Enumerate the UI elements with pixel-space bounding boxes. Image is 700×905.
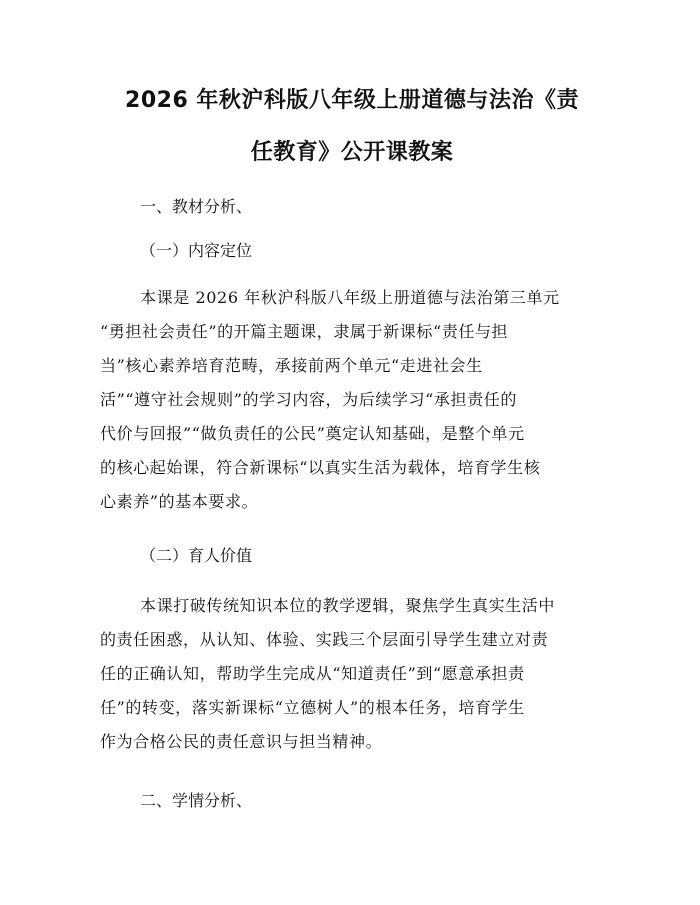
paragraph-line: 活”“遵守社会规则”的学习内容，为后续学习“承担责任的 [100,390,517,409]
section-heading-student-analysis: 二、学情分析、 [140,791,253,810]
document-title-line-1: 2026 年秋沪科版八年级上册道德与法治《责 [125,88,579,113]
paragraph-content-positioning [100,281,610,519]
subsection-heading-content-positioning: （一）内容定位 [140,241,253,260]
paragraph-line: 当”核心素养培育范畴，承接前两个单元“走进社会生 [100,356,483,375]
paragraph-line: 本课是 2026 年秋沪科版八年级上册道德与法治第三单元 [140,288,560,307]
paragraph-line: 心素养”的基本要求。 [100,492,259,511]
paragraph-line: 的责任困惑，从认知、体验、实践三个层面引导学生建立对责 [100,630,549,649]
subsection-heading-educational-value: （二）育人价值 [140,546,253,565]
paragraph-line: 本课打破传统知识本位的教学逻辑，聚焦学生真实生活中 [140,596,556,615]
section-heading-textbook-analysis: 一、教材分析、 [140,197,253,216]
paragraph-line: 任”的转变，落实新课标“立德树人”的根本任务，培育学生 [100,698,525,717]
paragraph-line: “勇担社会责任”的开篇主题课，隶属于新课标“责任与担 [100,322,509,341]
paragraph-educational-value [100,589,610,759]
document-title-line-2: 任教育》公开课教案 [250,140,454,165]
paragraph-line: 作为合格公民的责任意识与担当精神。 [100,732,383,751]
paragraph-line: 任的正确认知，帮助学生完成从“知道责任”到“愿意承担责 [100,664,525,683]
paragraph-line: 的核心起始课，符合新课标“以真实生活为载体，培育学生核 [100,458,541,477]
paragraph-line: 代价与回报”“做负责任的公民”奠定认知基础，是整个单元 [100,424,525,443]
